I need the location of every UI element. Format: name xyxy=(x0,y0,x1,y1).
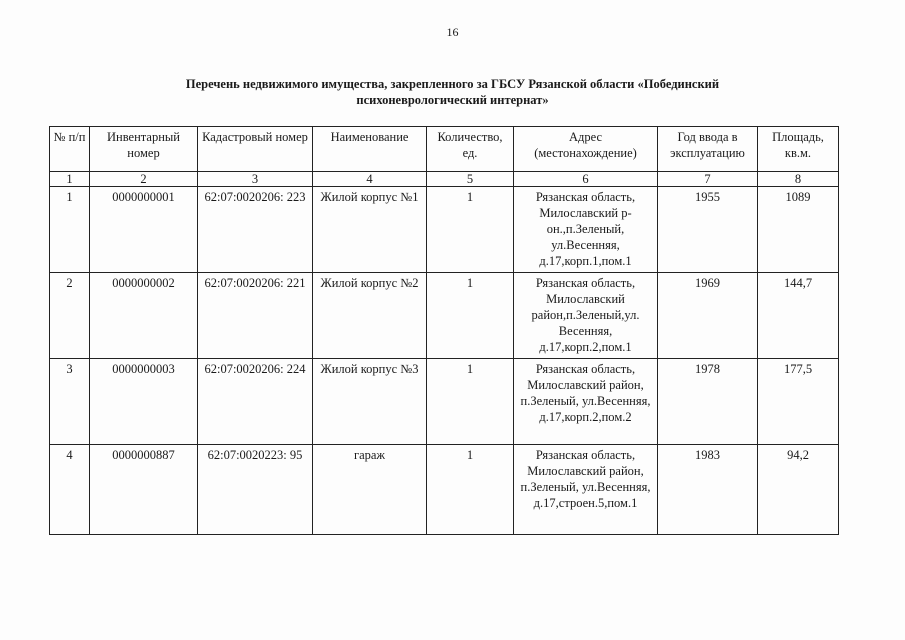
cell-cadastral-number: 62:07:0020206: 224 xyxy=(198,359,313,445)
header-cell-inventory-number: Инвентарный номер xyxy=(90,127,198,172)
cell-cadastral-number: 62:07:0020223: 95 xyxy=(198,445,313,535)
cell-cadastral-number: 62:07:0020206: 223 xyxy=(198,187,313,273)
column-number: 7 xyxy=(658,172,758,187)
header-cell-area: Площадь, кв.м. xyxy=(758,127,839,172)
cell-quantity: 1 xyxy=(427,445,514,535)
cell-area: 1089 xyxy=(758,187,839,273)
cell-index: 1 xyxy=(50,187,90,273)
column-number: 4 xyxy=(313,172,427,187)
table-row xyxy=(50,445,839,535)
header-cell-quantity: Количество, ед. xyxy=(427,127,514,172)
column-number: 6 xyxy=(514,172,658,187)
cell-quantity: 1 xyxy=(427,273,514,359)
table-row xyxy=(50,359,839,445)
cell-area: 144,7 xyxy=(758,273,839,359)
cell-index: 3 xyxy=(50,359,90,445)
document-title-line-1: Перечень недвижимого имущества, закрепленного за ГБСУ Рязанской области «Побединский xyxy=(185,77,720,91)
header-cell-cadastral-number: Кадастровый номер xyxy=(198,127,313,172)
cell-index: 2 xyxy=(50,273,90,359)
cell-area: 94,2 xyxy=(758,445,839,535)
cell-inventory-number: 0000000887 xyxy=(90,445,198,535)
cell-name: Жилой корпус №2 xyxy=(313,273,427,359)
cell-year: 1978 xyxy=(658,359,758,445)
cell-inventory-number: 0000000002 xyxy=(90,273,198,359)
cell-cadastral-number: 62:07:0020206: 221 xyxy=(198,273,313,359)
property-table xyxy=(49,126,839,535)
document-title-line-2: психоневрологический интернат» xyxy=(356,93,549,107)
cell-year: 1955 xyxy=(658,187,758,273)
column-number: 5 xyxy=(427,172,514,187)
column-number: 3 xyxy=(198,172,313,187)
cell-quantity: 1 xyxy=(427,187,514,273)
cell-inventory-number: 0000000003 xyxy=(90,359,198,445)
table-row xyxy=(50,187,839,273)
document-title xyxy=(100,76,805,108)
cell-address: Рязанская область, Милославский район, п.Зеленый, ул.Весенняя, д.17,строен.5,пом.1 xyxy=(514,445,658,535)
cell-quantity: 1 xyxy=(427,359,514,445)
column-number: 1 xyxy=(50,172,90,187)
header-cell-year: Год ввода в эксплуатацию xyxy=(658,127,758,172)
cell-inventory-number: 0000000001 xyxy=(90,187,198,273)
cell-year: 1969 xyxy=(658,273,758,359)
cell-name: Жилой корпус №1 xyxy=(313,187,427,273)
cell-year: 1983 xyxy=(658,445,758,535)
cell-index: 4 xyxy=(50,445,90,535)
cell-name: Жилой корпус №3 xyxy=(313,359,427,445)
header-cell-name: Наименование xyxy=(313,127,427,172)
header-cell-index: № п/п xyxy=(50,127,90,172)
cell-address: Рязанская область, Милославский р-он.,п.Зеленый, ул.Весенняя, д.17,корп.1,пом.1 xyxy=(514,187,658,273)
table-header-row xyxy=(50,127,839,172)
column-number: 8 xyxy=(758,172,839,187)
table-row xyxy=(50,273,839,359)
header-cell-address: Адрес (местонахождение) xyxy=(514,127,658,172)
cell-area: 177,5 xyxy=(758,359,839,445)
cell-address: Рязанская область, Милославский район,п.Зеленый,ул. Весенняя, д.17,корп.2,пом.1 xyxy=(514,273,658,359)
column-number-row xyxy=(50,172,839,187)
column-number: 2 xyxy=(90,172,198,187)
page-number: 16 xyxy=(446,25,459,39)
cell-name: гараж xyxy=(313,445,427,535)
cell-address: Рязанская область, Милославский район, п.Зеленый, ул.Весенняя, д.17,корп.2,пом.2 xyxy=(514,359,658,445)
